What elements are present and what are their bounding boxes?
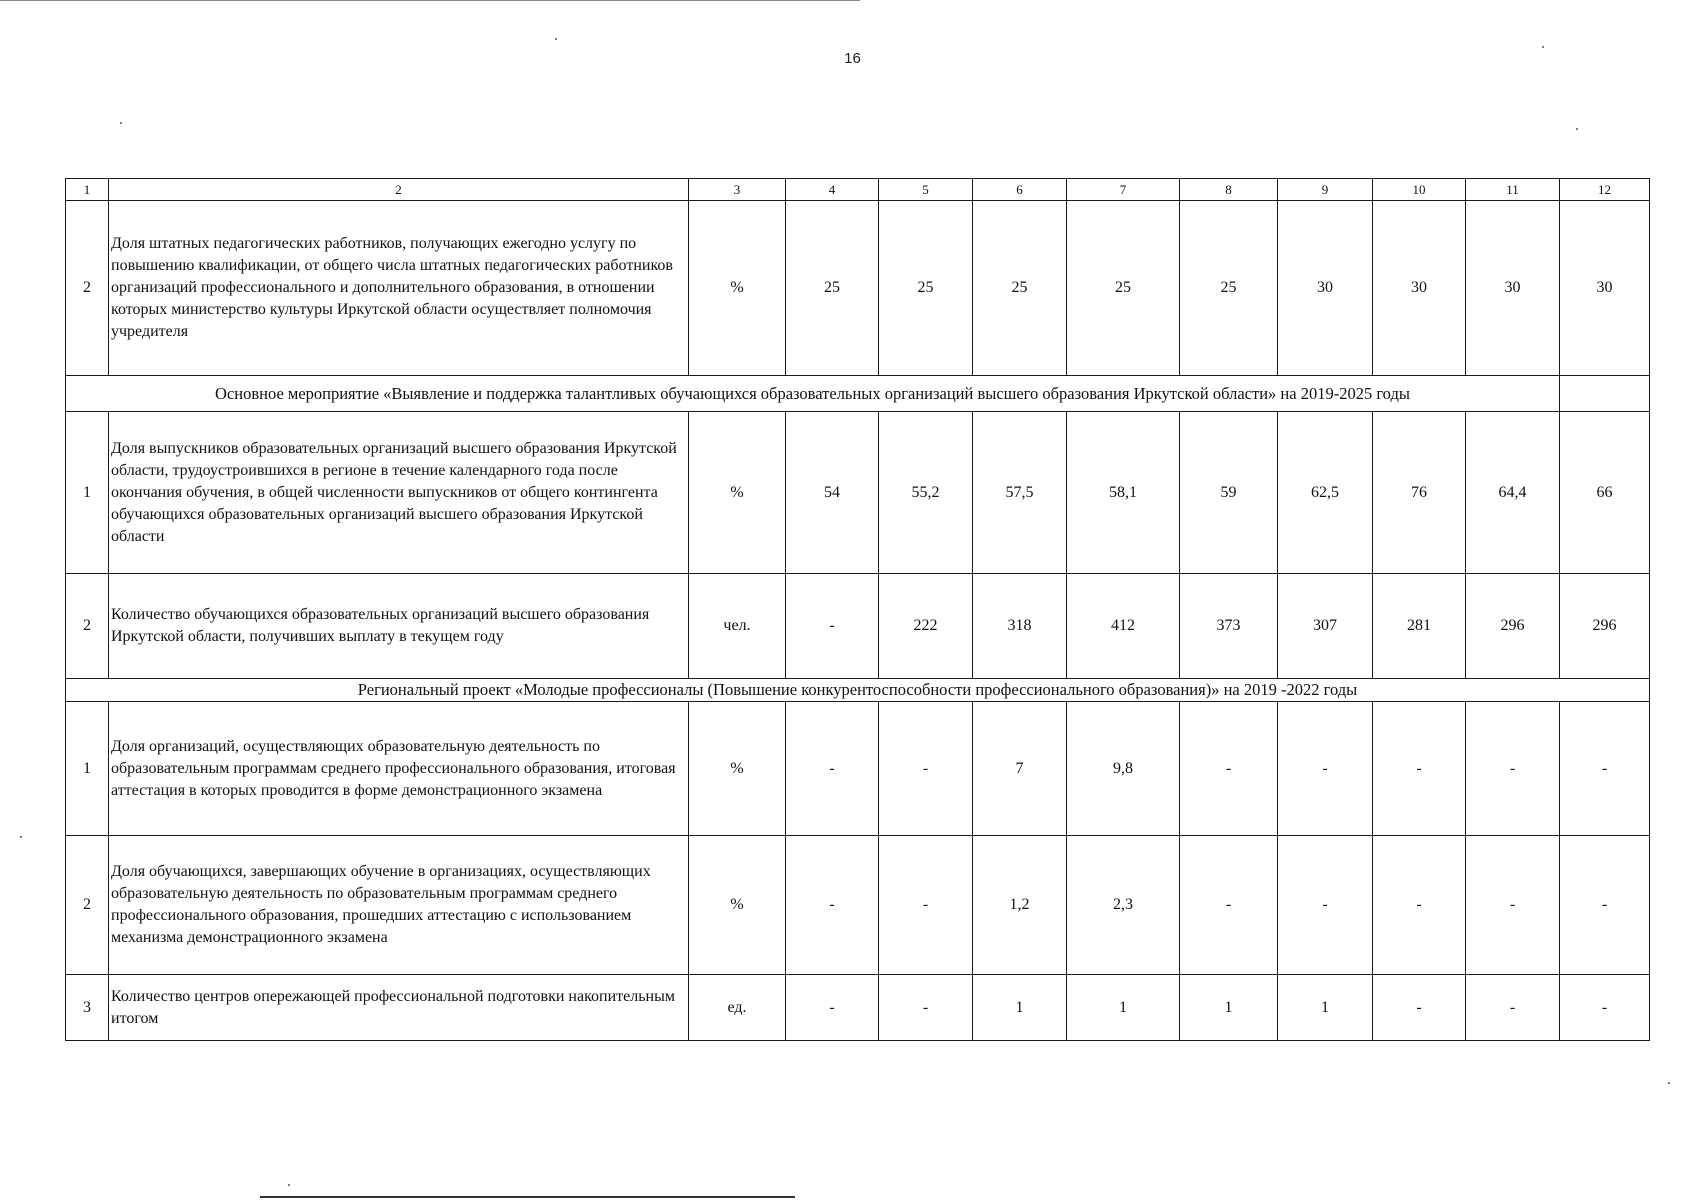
- row-number: 2: [66, 574, 109, 679]
- indicator-name: Количество обучающихся образовательных организаций высшего образования Иркутской области, получивших выплату в текущем году: [109, 574, 689, 679]
- value-cell: 58,1: [1067, 412, 1180, 574]
- value-cell: -: [1560, 975, 1650, 1041]
- value-cell: 1: [1067, 975, 1180, 1041]
- indicator-row: [66, 702, 1650, 836]
- unit-cell: %: [689, 836, 786, 975]
- value-cell: -: [786, 975, 879, 1041]
- value-cell: 222: [879, 574, 973, 679]
- unit-cell: ед.: [689, 975, 786, 1041]
- value-cell: 25: [786, 201, 879, 376]
- value-cell: -: [1466, 975, 1560, 1041]
- unit-cell: чел.: [689, 574, 786, 679]
- value-cell: -: [1180, 702, 1278, 836]
- value-cell: -: [879, 836, 973, 975]
- value-cell: 296: [1466, 574, 1560, 679]
- scan-speck: [1668, 1082, 1670, 1084]
- value-cell: 25: [1180, 201, 1278, 376]
- value-cell: 307: [1278, 574, 1373, 679]
- value-cell: -: [1278, 702, 1373, 836]
- scan-speck: [20, 836, 22, 838]
- scan-speck: [120, 122, 122, 124]
- value-cell: 54: [786, 412, 879, 574]
- section-title: Региональный проект «Молодые профессионалы (Повышение конкурентоспособности профессионального образования)» на 2019 -2022 годы: [66, 679, 1650, 702]
- row-number: 1: [66, 702, 109, 836]
- value-cell: -: [1466, 836, 1560, 975]
- value-cell: -: [1180, 836, 1278, 975]
- column-number-cell: 3: [689, 179, 786, 201]
- unit-cell: %: [689, 201, 786, 376]
- value-cell: 30: [1466, 201, 1560, 376]
- indicator-row: [66, 975, 1650, 1041]
- column-number-cell: 6: [973, 179, 1067, 201]
- value-cell: 30: [1560, 201, 1650, 376]
- value-cell: 2,3: [1067, 836, 1180, 975]
- value-cell: 30: [1373, 201, 1466, 376]
- value-cell: 1: [973, 975, 1067, 1041]
- scan-speck: [1576, 128, 1578, 130]
- section-title: Основное мероприятие «Выявление и поддержка талантливых обучающихся образовательных организаций высшего образования Иркутской области» на 2019-2025 годы: [66, 376, 1560, 412]
- value-cell: -: [1373, 702, 1466, 836]
- value-cell: 57,5: [973, 412, 1067, 574]
- row-number: 2: [66, 201, 109, 376]
- unit-cell: %: [689, 412, 786, 574]
- column-number-cell: 5: [879, 179, 973, 201]
- value-cell: -: [879, 702, 973, 836]
- value-cell: -: [786, 836, 879, 975]
- value-cell: -: [786, 702, 879, 836]
- column-number-cell: 8: [1180, 179, 1278, 201]
- value-cell: 62,5: [1278, 412, 1373, 574]
- value-cell: 7: [973, 702, 1067, 836]
- value-cell: -: [1466, 702, 1560, 836]
- value-cell: 76: [1373, 412, 1466, 574]
- value-cell: 25: [879, 201, 973, 376]
- column-number-cell: 1: [66, 179, 109, 201]
- value-cell: -: [1278, 836, 1373, 975]
- section-row: [66, 376, 1650, 412]
- row-number: 1: [66, 412, 109, 574]
- column-number-cell: 7: [1067, 179, 1180, 201]
- indicator-name: Доля организаций, осуществляющих образовательную деятельность по образовательным программам среднего профессионального образования, итоговая аттестация в которых проводится в форме демонстрационного экзамена: [109, 702, 689, 836]
- column-number-cell: 10: [1373, 179, 1466, 201]
- row-number: 2: [66, 836, 109, 975]
- section-empty-cell: [1560, 376, 1650, 412]
- value-cell: -: [1373, 975, 1466, 1041]
- value-cell: 30: [1278, 201, 1373, 376]
- scan-speck: [1542, 46, 1544, 48]
- table-body: [66, 179, 1650, 1041]
- value-cell: 9,8: [1067, 702, 1180, 836]
- indicator-name: Доля штатных педагогических работников, получающих ежегодно услугу по повышению квалификации, от общего числа штатных педагогических работников организаций профессионального и дополнительного образования, в отношении которых министерство культуры Иркутской области осуществляет полномочия учредителя: [109, 201, 689, 376]
- value-cell: 25: [973, 201, 1067, 376]
- column-number-cell: 2: [109, 179, 689, 201]
- unit-cell: %: [689, 702, 786, 836]
- value-cell: 1: [1278, 975, 1373, 1041]
- value-cell: 373: [1180, 574, 1278, 679]
- indicators-table: [65, 178, 1650, 1041]
- value-cell: 1,2: [973, 836, 1067, 975]
- value-cell: -: [1560, 702, 1650, 836]
- value-cell: 64,4: [1466, 412, 1560, 574]
- indicator-row: [66, 836, 1650, 975]
- column-number-cell: 9: [1278, 179, 1373, 201]
- scan-edge-line: [0, 0, 860, 1]
- value-cell: -: [1560, 836, 1650, 975]
- column-number-cell: 12: [1560, 179, 1650, 201]
- value-cell: 281: [1373, 574, 1466, 679]
- scan-edge-line: [545, 1196, 795, 1198]
- indicator-name: Доля обучающихся, завершающих обучение в организациях, осуществляющих образовательную деятельность по образовательным программам среднего профессионального образования, прошедших аттестацию с использованием механизма демонстрационного экзамена: [109, 836, 689, 975]
- value-cell: 66: [1560, 412, 1650, 574]
- scan-speck: [288, 1184, 290, 1186]
- value-cell: 318: [973, 574, 1067, 679]
- indicator-row: [66, 201, 1650, 376]
- value-cell: -: [1373, 836, 1466, 975]
- value-cell: 412: [1067, 574, 1180, 679]
- page-number: 16: [844, 50, 861, 67]
- indicator-name: Доля выпускников образовательных организаций высшего образования Иркутской области, трудоустроившихся в регионе в течение календарного года после окончания обучения, в общей численности выпускников от общего контингента обучающихся образовательных организаций высшего образования Иркутской области: [109, 412, 689, 574]
- value-cell: 55,2: [879, 412, 973, 574]
- value-cell: -: [786, 574, 879, 679]
- indicator-row: [66, 574, 1650, 679]
- scan-speck: [555, 38, 557, 40]
- column-number-row: [66, 179, 1650, 201]
- indicator-row: [66, 412, 1650, 574]
- value-cell: -: [879, 975, 973, 1041]
- column-number-cell: 4: [786, 179, 879, 201]
- row-number: 3: [66, 975, 109, 1041]
- value-cell: 59: [1180, 412, 1278, 574]
- value-cell: 25: [1067, 201, 1180, 376]
- section-row: [66, 679, 1650, 702]
- column-number-cell: 11: [1466, 179, 1560, 201]
- indicator-name: Количество центров опережающей профессиональной подготовки накопительным итогом: [109, 975, 689, 1041]
- value-cell: 296: [1560, 574, 1650, 679]
- value-cell: 1: [1180, 975, 1278, 1041]
